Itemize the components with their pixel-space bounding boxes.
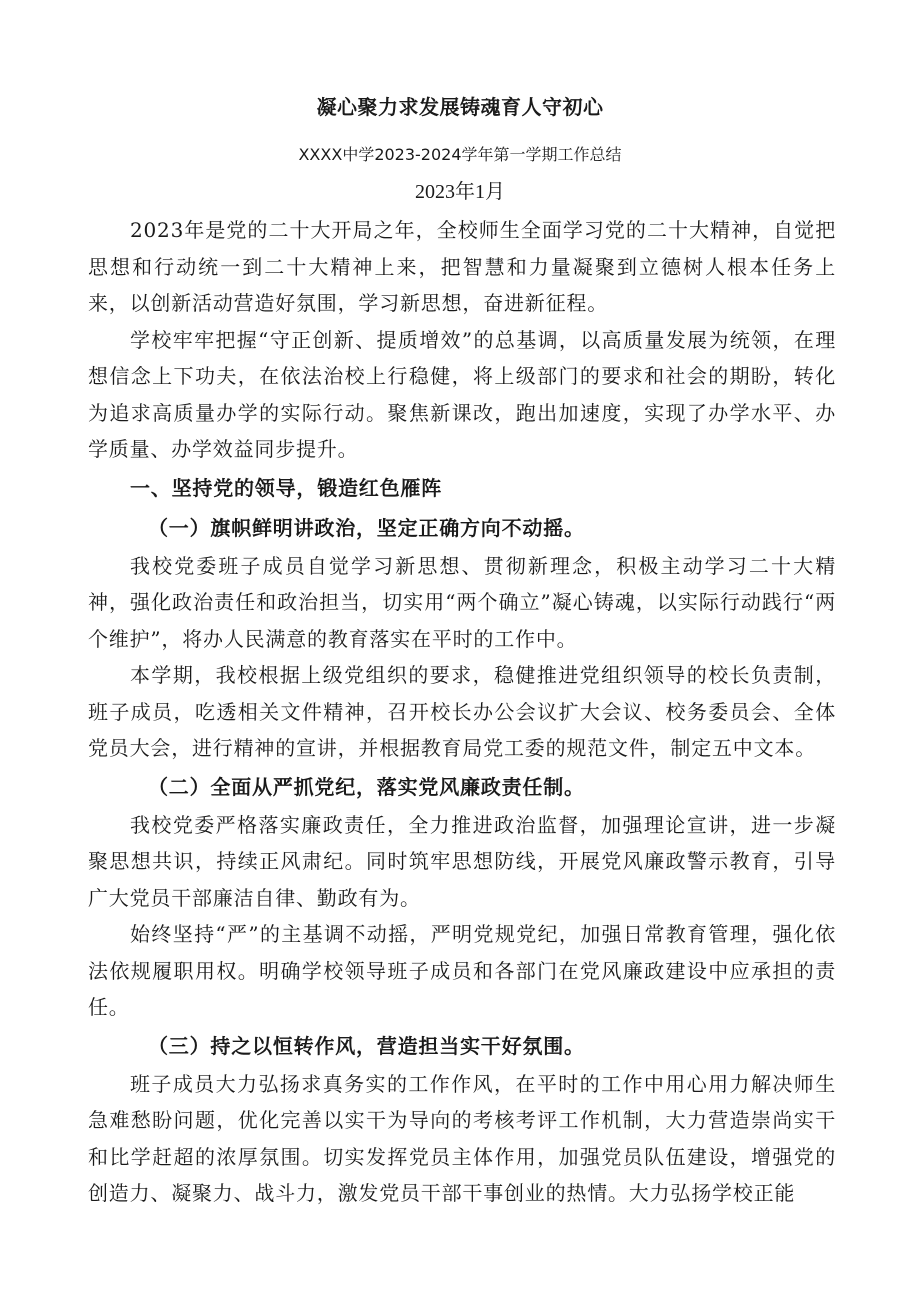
document-subtitle: XXXX中学2023-2024学年第一学期工作总结 [298,145,622,164]
document-title: 凝心聚力求发展铸魂育人守初心 [316,95,604,119]
intro-paragraph-2: 学校牢牢把握“守正创新、提质增效”的总基调，以高质量发展为统领，在理想信念上下功夫，在依法治校上行稳健，将上级部门的要求和社会的期盼，转化为追求高质量办学的实际行动。聚焦新课改，跑出加速度，实现了办学水平、办学质量、办学效益同步提升。 [88,327,836,461]
subsection-2-heading: （二）全面从严抓党纪，落实党风廉政责任制。 [148,774,585,799]
subsection-2-paragraph-1: 我校党委严格落实廉政责任，全力推进政治监督，加强理论宣讲，进一步凝聚思想共识，持续正风肃纪。同时筑牢思想防线，开展党风廉政警示教育，引导广大党员干部廉洁自律、勤政有为。 [88,812,836,910]
subsection-3-heading: （三）持之以恒转作风，营造担当实干好氛围。 [148,1033,585,1058]
subsection-1-paragraph-1: 我校党委班子成员自觉学习新思想、贯彻新理念，积极主动学习二十大精神，强化政治责任和政治担当，切实用“两个确立”凝心铸魂，以实际行动践行“两个维护”，将办人民满意的教育落实在平时的工作中。 [88,553,836,651]
intro-paragraph-1: 2023年是党的二十大开局之年，全校师生全面学习党的二十大精神，自觉把思想和行动统一到二十大精神上来，把智慧和力量凝聚到立德树人根本任务上来，以创新活动营造好氛围，学习新思想，奋进新征程。 [88,218,836,315]
subsection-3-paragraph-1: 班子成员大力弘扬求真务实的工作作风，在平时的工作中用心用力解决师生急难愁盼问题，优化完善以实干为导向的考核考评工作机制，大力营造崇尚实干和比学赶超的浓厚氛围。切实发挥党员主体作用，加强党员队伍建设，增强党的创造力、凝聚力、战斗力，激发党员干部干事创业的热情。大力弘扬学校正能 [88,1071,836,1205]
subsection-1-heading: （一）旗帜鲜明讲政治，坚定正确方向不动摇。 [148,515,585,540]
subsection-2-paragraph-2: 始终坚持“严”的主基调不动摇，严明党规党纪，加强日常教育管理，强化依法依规履职用权。明确学校领导班子成员和各部门在党风廉政建设中应承担的责任。 [88,922,836,1019]
section-1-heading: 一、坚持党的领导，锻造红色雁阵 [130,475,442,500]
document-body [88,212,836,1212]
document-date: 2023年1月 [415,181,505,203]
subsection-1-paragraph-2: 本学期，我校根据上级党组织的要求，稳健推进党组织领导的校长负责制，班子成员，吃透相关文件精神，召开校长办公会议扩大会议、校务委员会、全体党员大会，进行精神的宣讲，并根据教育局党工委的规范文件，制定五中文本。 [88,663,836,760]
